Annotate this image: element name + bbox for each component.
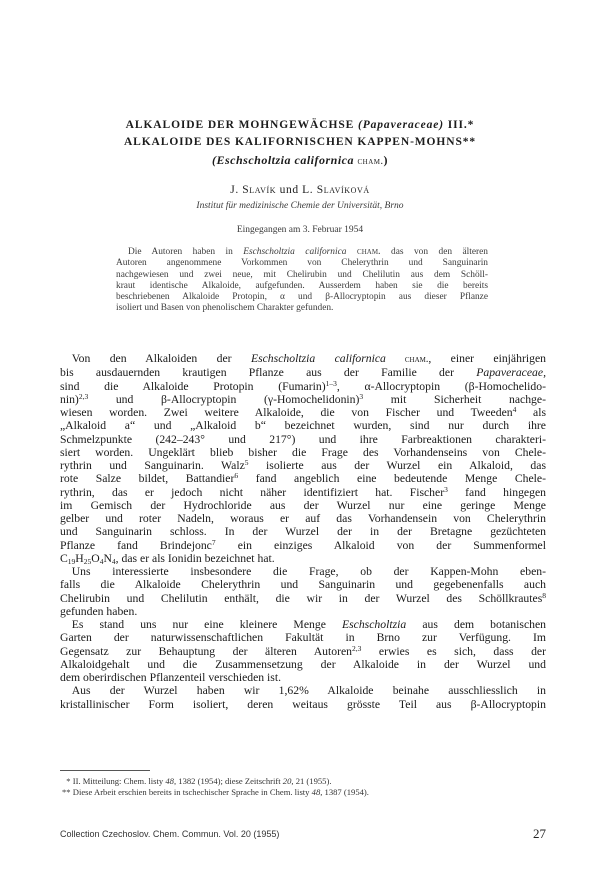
authors: J. Slavík und L. Slavíková: [230, 184, 370, 196]
article-title-line-2: ALKALOIDE DES KALIFORNISCHEN KAPPEN-MOHNS**: [123, 136, 477, 148]
body-line: rote Salze bildet, Battandier$^6$ fand angeblich eine bedeutende Menge Chele-: [60, 471, 546, 486]
body-line: gelber und roter Nadeln, woraus er auf das Vorhandensein von Chelerythrin: [60, 512, 546, 525]
abstract-line: nachgewiesen und zwei neue, mit Chelirubin und Chelilutin aus dem Schöll-: [116, 269, 488, 280]
abstract: [116, 246, 488, 315]
body-line: wiesen worden. Zwei weitere Alkaloide, die von Fischer und Tweeden$^4$ als: [60, 405, 546, 419]
page-footer: [60, 826, 546, 842]
body-line: bis ausdauernden krautigen Pflanze aus der Familie der Papaveraceae,: [60, 366, 546, 380]
body-line: siert worden. Ungeklärt blieb bisher die Frage des Vorhandenseins von Chele-: [60, 445, 546, 459]
formula: $C_{19}H_{25}O_4N_4$: [60, 551, 116, 566]
body-line: im Gemisch der Hydrochloride aus der Wurzel nur eine geringe Menge: [60, 498, 546, 512]
footnote-divider: [60, 770, 150, 771]
body-line: Schmelzpunkte (242–243° und 217°) und ihre Farbreaktionen charakteri-: [60, 432, 546, 446]
body-line: gefunden haben.: [60, 604, 138, 618]
article-title-line-3: (Eschscholtzia californica cham.): [211, 153, 389, 167]
page-number: 27: [533, 826, 546, 841]
received-date: Eingegangen am 3. Februar 1954: [236, 225, 364, 235]
footnotes: [62, 776, 542, 797]
body-line: sind die Alkaloide Protopin (Fumarin)$^{1-3}$, α-Allocryptopin (β-Homochelido-: [60, 378, 546, 393]
body-line: Alkaloidgehalt und die Zusammensetzung der Alkaloide in der Wurzel und: [60, 657, 546, 671]
abstract-line: Die Autoren haben in Eschscholtzia californica cham. das von den älteren: [128, 246, 488, 257]
body-text: [60, 352, 546, 711]
article-title-line-1: ALKALOIDE DER MOHNGEWÄCHSE (Papaveraceae) III.*: [125, 119, 475, 131]
body-line: Pflanze fand Brindejonc$^7$ ein einziges Alkaloid von der Summenformel: [60, 537, 546, 552]
body-line: $C_{19}H_{25}O_4N_4$, das er als Ionidin bezeichnet hat.: [60, 551, 275, 566]
body-line: rythrin und Sanguinarin. Walz$^5$ isolierte aus der Wurzel ein Alkaloid, das: [60, 458, 546, 472]
journal-citation: Collection Czechoslov. Chem. Commun. Vol. 20 (1955): [60, 829, 280, 839]
body-line: Garten der naturwissenschaftlichen Fakultät in Brno zur Verfügung. Im: [60, 631, 546, 645]
footnote: * II. Mitteilung: Chem. listy 48, 1382 (1954); diese Zeitschrift 20, 21 (1955).: [66, 776, 332, 786]
abstract-line: Autoren angenommene Vorkommen von Chelerythrin und Sanguinarin: [116, 258, 488, 269]
footnote: ** Diese Arbeit erschien bereits in tschechischer Sprache in Chem. listy 48, 1387 (1954).: [62, 786, 369, 797]
body-line: Gegensatz zur Behauptung der älteren Autoren$^{2,3}$ erwies es sich, dass der: [60, 643, 546, 658]
body-line: falls die Alkaloide Chelerythrin und Sanguinarin und gegebenenfalls auch: [60, 578, 546, 592]
body-line: Es stand uns nur eine kleinere Menge Eschscholtzia aus dem botanischen: [71, 618, 547, 631]
body-line: Chelirubin und Chelilutin enthält, die wir in der Wurzel des Schöllkrautes$^8$: [60, 590, 546, 605]
body-line: Von den Alkaloiden der Eschscholtzia californica cham., einer einjährigen: [71, 352, 546, 365]
body-line: nin)$^{2,3}$ und β-Allocryptopin (γ-Homochelidonin)$^3$ mit Sicherheit nachge-: [60, 391, 546, 406]
body-line: kristallinischer Form isoliert, deren weitaus grösste Teil aus β-Allocryptopin: [60, 697, 546, 711]
institute-affiliation: Institut für medizinische Chemie der Universität, Brno: [196, 201, 404, 211]
body-line: rythrin, das er jedoch nicht näher identifiziert hat. Fischer$^3$ fand hingegen: [60, 484, 546, 499]
abstract-line: kraut identische Alkaloide, aufgefunden. Ausserdem haben sie die bereits: [116, 280, 488, 291]
body-line: „Alkaloid a“ und „Alkaloid b“ bezeichnet wurden, sind nur durch ihre: [60, 419, 546, 433]
body-line: und Sanguinarin schloss. In der Wurzel der in der Bretagne gezüchteten: [60, 525, 546, 539]
body-line: Uns interessierte insbesondere die Frage, ob der Kappen-Mohn eben-: [71, 565, 546, 578]
body-line: Aus der Wurzel haben wir 1,62% Alkaloide beinahe ausschliesslich in: [71, 684, 546, 698]
body-line: dem oberirdischen Pflanzenteil verschieden ist.: [60, 671, 282, 684]
abstract-line: isoliert und Basen von phenolischem Charakter gefunden.: [116, 303, 334, 314]
abstract-line: beschriebenen Alkaloide Protopin, α und β-Allocryptopin aus dieser Pflanze: [116, 292, 488, 303]
